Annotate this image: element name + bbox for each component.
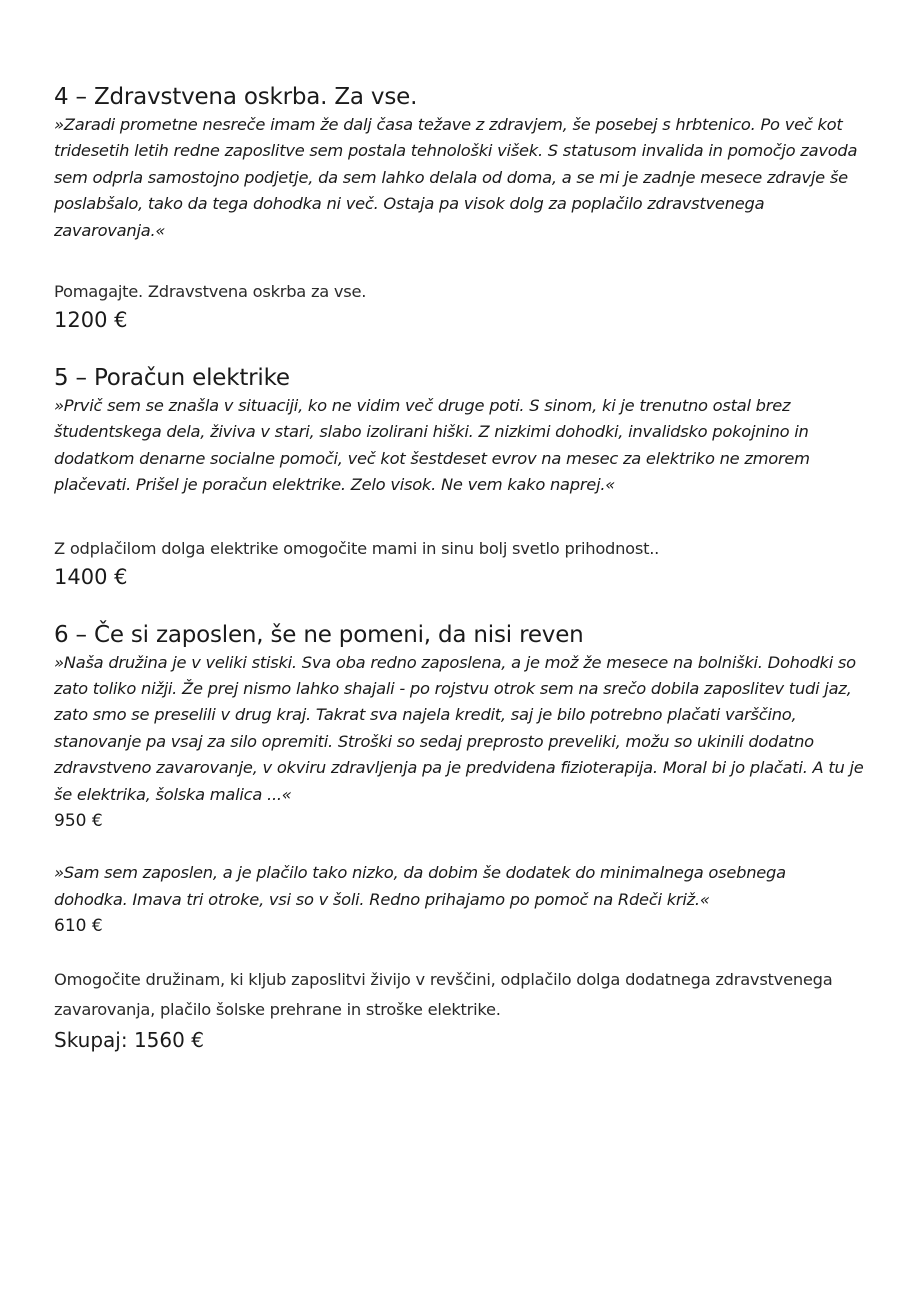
section-title: 5 – Poračun elektrike (54, 365, 290, 392)
section-title: 4 – Zdravstvena oskrba. Za vse. (54, 84, 418, 110)
section-4 (54, 82, 864, 335)
section-5 (54, 363, 864, 592)
testimony-quote-2: »Sam sem zaposlen, a je plačilo tako nizko, da dobim še dodatek do minimalnega osebnega dohodka. Imava tri otroke, vsi so v šoli. Redno prihajamo po pomoč na Rdeči križ.« (54, 863, 786, 909)
testimony-quote: »Zaradi prometne nesreče imam že dalj časa težave z zdravjem, še posebej s hrbtenico. Po več kot tridesetih letih redne zaposlitve sem postala tehnološki višek. S statusom invalida in pomočjo zavoda sem odprla samostojno podjetje, da sem lahko delala od doma, a se mi je zadnje mesece zdravje še poslabšalo, tako da tega dohodka ni več. Ostaja pa visok dolg za poplačilo zdravstvenega zavarovanja.« (54, 115, 858, 240)
testimony-quote-1: »Naša družina je v veliki stiski. Sva oba redno zaposlena, a je mož že mesece na bolniški. Dohodki so zato toliko nižji. Že prej nismo lahko shajali - po rojstvu otrok sem na srečo dobila zaposlitev tudi jaz, zato smo se preselili v drug kraj. Takrat sva najela kredit, saj je bilo potrebno plačati varščino, stanovanje pa vsaj za silo opremiti. Stroški so sedaj preprosto preveliki, možu so ukinili dodatno zdravstveno zavarovanje, v okviru zdravljenja pa je predvidena fizioterapija. Moral bi jo plačati. A tu je še elektrika, šolska malica ...« (54, 652, 864, 804)
document-page (54, 82, 864, 1055)
testimony-quote: »Prvič sem se znašla v situaciji, ko ne vidim več druge poti. S sinom, ki je trenutno ostal brez študentskega dela, živiva v stari, slabo izolirani hiški. Z nizkimi dohodki, invalidsko pokojnino in dodatkom denarne socialne pomoči, več kot šestdeset evrov na mesec za elektriko ne zmorem plačevati. Prišel je poračun elektrike. Zelo visok. Ne vem kako naprej.« (54, 396, 810, 495)
appeal-text: Pomagajte. Zdravstvena oskrba za vse. (54, 282, 367, 302)
amount-2: 610 € (54, 915, 103, 936)
appeal-text: Z odplačilom dolga elektrike omogočite mami in sinu bolj svetlo prihodnost.. (54, 538, 660, 558)
appeal-text: Omogočite družinam, ki kljub zaposlitvi živijo v revščini, odplačilo dolga dodatnega zdravstvenega zavarovanja, plačilo šolske prehrane in stroške elektrike. (54, 969, 833, 1019)
total-amount: Skupaj: 1560 € (54, 1027, 204, 1052)
amount: 1400 € (54, 564, 128, 589)
section-6 (54, 620, 864, 1055)
amount: 1200 € (54, 308, 128, 333)
section-title: 6 – Če si zaposlen, še ne pomeni, da nisi reven (54, 621, 584, 648)
amount-1: 950 € (54, 811, 103, 832)
